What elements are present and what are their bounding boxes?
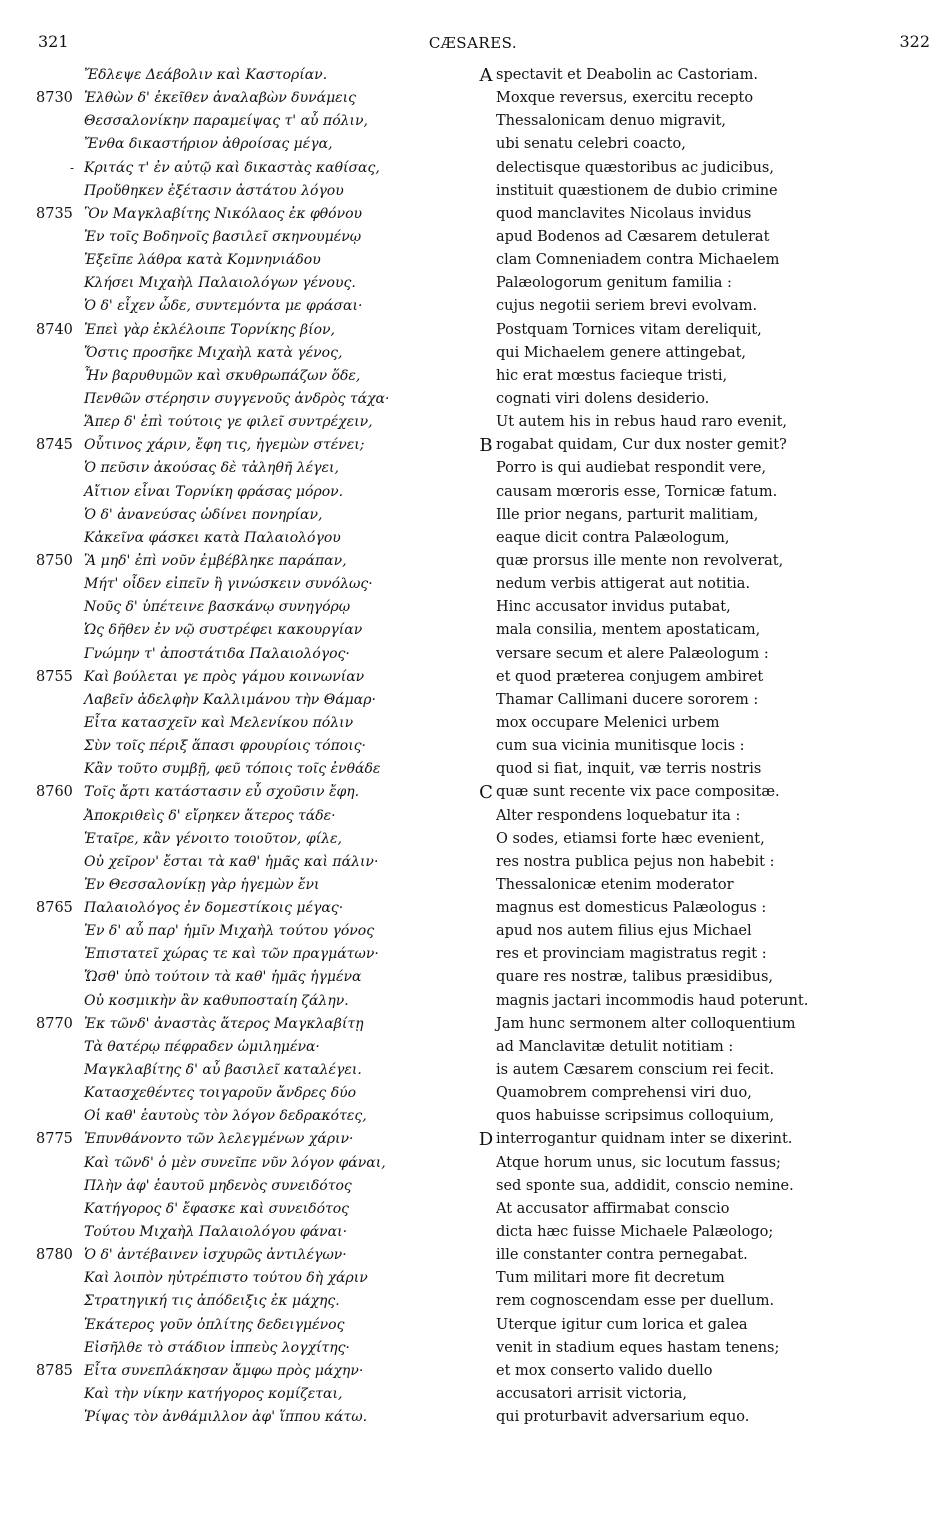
latin-verse-line	[476, 874, 936, 897]
section-marker: B	[479, 435, 493, 457]
greek-verse-text: Κλήσει Μιχαὴλ Παλαιολόγων γένους.	[84, 275, 356, 292]
greek-verse-text: Κἀκεῖνα φάσκει κατὰ Παλαιολόγου	[84, 529, 341, 546]
latin-verse-text: quæ prorsus ille mente non revolverat,	[496, 552, 784, 569]
greek-verse-line	[36, 1337, 476, 1360]
latin-verse-text: Porro is qui audiebat respondit vere,	[496, 460, 767, 477]
greek-verse-line	[36, 342, 476, 365]
latin-verse-text: rem cognoscendam esse per duellum.	[496, 1293, 775, 1310]
latin-verse-line	[476, 388, 936, 411]
greek-verse-text: Κριτάς τ' ἐν αὐτῷ καὶ δικαστὰς καθίσας,	[84, 159, 380, 176]
greek-verse-text: Ἑταῖρε, κἂν γένοιτο τοιοῦτον, φίλε,	[84, 830, 342, 847]
latin-verse-line	[476, 133, 936, 156]
greek-verse-text: Ἔνθα δικαστήριον ἀθροίσας μέγα,	[84, 136, 333, 153]
greek-column	[36, 64, 476, 1429]
latin-verse-text: qui proturbavit adversarium equo.	[496, 1409, 750, 1426]
latin-verse-text: cum sua vicinia munitisque locis :	[496, 738, 745, 755]
greek-verse-text: Λαβεῖν ἀδελφὴν Καλλιμάνου τὴν Θάμαρ·	[84, 691, 376, 708]
latin-verse-text: is autem Cæsarem conscium rei fecit.	[496, 1062, 775, 1079]
verse-number: 8785	[36, 1362, 73, 1379]
greek-verse-text: Θεσσαλονίκην παραμείψας τ' αὖ πόλιν,	[84, 113, 368, 130]
greek-verse-line	[36, 920, 476, 943]
latin-verse-line	[476, 550, 936, 573]
greek-verse-line	[36, 1314, 476, 1337]
verse-number: 8745	[36, 437, 73, 454]
latin-verse-line	[476, 1406, 936, 1429]
latin-verse-line	[476, 365, 936, 388]
latin-verse-text: ubi senatu celebri coacto,	[496, 136, 686, 153]
latin-verse-text: accusatori arrisit victoria,	[496, 1386, 688, 1403]
latin-verse-text: Tum militari more fit decretum	[496, 1270, 725, 1287]
latin-verse-text: ad Manclavitæ detulit notitiam :	[496, 1038, 734, 1055]
greek-verse-text: Σὺν τοῖς πέριξ ἅπασι φρουρίοις τόποις·	[84, 738, 367, 755]
latin-verse-line	[476, 1175, 936, 1198]
greek-verse-text: Ὁ δ' ἀντέβαινεν ἰσχυρῶς ἀντιλέγων·	[84, 1247, 347, 1264]
latin-verse-line	[476, 481, 936, 504]
latin-verse-text: interrogantur quidnam inter se dixerint.	[496, 1131, 793, 1148]
greek-verse-line	[36, 481, 476, 504]
greek-verse-line	[36, 990, 476, 1013]
greek-verse-line	[36, 295, 476, 318]
verse-number: 8780	[36, 1247, 73, 1264]
latin-verse-line	[476, 1314, 936, 1337]
section-marker: D	[478, 1129, 494, 1151]
latin-verse-line	[476, 1290, 936, 1313]
greek-verse-text: Ἃ μηδ' ἐπὶ νοῦν ἐμβέβληκε παράπαν,	[84, 552, 347, 569]
latin-verse-text: quod si fiat, inquit, væ terris nostris	[496, 761, 762, 778]
latin-verse-text: res nostra publica pejus non habebit :	[496, 853, 775, 870]
greek-verse-line	[36, 1059, 476, 1082]
latin-verse-line	[476, 434, 936, 457]
greek-verse-text: Οὗτινος χάριν, ἔφη τις, ἡγεμὼν στένει;	[84, 437, 365, 454]
latin-verse-line	[476, 666, 936, 689]
greek-verse-text: Καὶ λοιπὸν ηὐτρέπιστο τούτου δὴ χάριν	[84, 1270, 368, 1287]
latin-verse-line	[476, 781, 936, 804]
greek-verse-line	[36, 319, 476, 342]
latin-verse-line	[476, 596, 936, 619]
greek-verse-line	[36, 550, 476, 573]
latin-verse-text: dicta hæc fuisse Michaele Palæologo;	[496, 1224, 774, 1241]
greek-verse-line	[36, 643, 476, 666]
greek-verse-text: Εἰσῆλθε τὸ στάδιον ἱππεὺς λογχίτης·	[84, 1339, 350, 1356]
greek-verse-text: Ὁ δ' ἀνανεύσας ὠδίνει πονηρίαν,	[84, 506, 323, 523]
verse-number: 8735	[36, 205, 73, 222]
latin-verse-line	[476, 1221, 936, 1244]
greek-verse-text: Ἔδλεψε Δεάβολιν καὶ Καστορίαν.	[84, 67, 328, 83]
greek-verse-line	[36, 666, 476, 689]
latin-verse-line	[476, 1383, 936, 1406]
latin-verse-line	[476, 712, 936, 735]
greek-verse-text: Κατασχεθέντες τοιγαροῦν ἄνδρες δύο	[84, 1085, 357, 1102]
latin-verse-text: apud nos autem filius ejus Michael	[496, 923, 752, 940]
latin-verse-line	[476, 1152, 936, 1175]
greek-verse-line	[36, 781, 476, 804]
latin-verse-line	[476, 87, 936, 110]
latin-verse-text: Moxque reversus, exercitu recepto	[496, 90, 754, 107]
greek-verse-line	[36, 527, 476, 550]
latin-verse-text: delectisque quæstoribus ac judicibus,	[496, 159, 774, 176]
latin-verse-text: sed sponte sua, addidit, conscio nemine.	[496, 1177, 794, 1194]
latin-column	[476, 64, 936, 1429]
greek-verse-line	[36, 689, 476, 712]
greek-verse-text: Οἱ καθ' ἑαυτοὺς τὸν λόγον δεδρακότες,	[84, 1108, 367, 1125]
greek-verse-line	[36, 1290, 476, 1313]
latin-verse-line	[476, 157, 936, 180]
greek-verse-line	[36, 180, 476, 203]
greek-verse-text: Εἶτα κατασχεῖν καὶ Μελενίκου πόλιν	[84, 714, 354, 731]
latin-verse-line	[476, 249, 936, 272]
page-number-left: 321	[38, 32, 69, 51]
latin-verse-text: quare res nostræ, talibus præsidibus,	[496, 969, 773, 986]
verse-number: 8775	[36, 1131, 73, 1148]
greek-verse-line	[36, 596, 476, 619]
greek-verse-line	[36, 272, 476, 295]
latin-verse-text: magnis jactari incommodis haud poterunt.	[496, 992, 809, 1009]
greek-verse-line	[36, 712, 476, 735]
greek-verse-text: Ἐπυνθάνοντο τῶν λελεγμένων χάριν·	[84, 1131, 354, 1148]
greek-verse-text: Παλαιολόγος ἐν δομεστίκοις μέγας·	[84, 900, 344, 917]
latin-verse-line	[476, 411, 936, 434]
latin-verse-text: magnus est domesticus Palæologus :	[496, 900, 767, 917]
latin-verse-line	[476, 990, 936, 1013]
greek-verse-line	[36, 226, 476, 249]
greek-verse-line	[36, 828, 476, 851]
latin-verse-line	[476, 1198, 936, 1221]
latin-verse-line	[476, 1013, 936, 1036]
greek-verse-line	[36, 851, 476, 874]
latin-verse-line	[476, 758, 936, 781]
latin-verse-text: nedum verbis attigerat aut notitia.	[496, 576, 751, 593]
greek-verse-text: Ὡς δῆθεν ἐν νῷ συστρέφει κακουργίαν	[84, 622, 363, 639]
greek-verse-line	[36, 388, 476, 411]
latin-verse-text: At accusator affirmabat conscio	[496, 1200, 730, 1217]
latin-verse-line	[476, 851, 936, 874]
latin-verse-text: Thamar Callimani ducere sororem :	[496, 691, 759, 708]
verse-number: 8750	[36, 552, 73, 569]
greek-verse-text: Ἀποκριθεὶς δ' εἴρηκεν ἅτερος τάδε·	[84, 807, 336, 824]
latin-verse-text: mala consilia, mentem apostaticam,	[496, 622, 761, 639]
latin-verse-line	[476, 1082, 936, 1105]
latin-verse-text: quos habuisse scripsimus colloquium,	[496, 1108, 775, 1125]
latin-verse-line	[476, 643, 936, 666]
latin-verse-text: rogabat quidam, Cur dux noster gemit?	[496, 437, 787, 454]
latin-verse-text: apud Bodenos ad Cæsarem detulerat	[496, 228, 770, 245]
latin-verse-text: clam Comneniadem contra Michaelem	[496, 252, 780, 269]
latin-verse-text: Ille prior negans, parturit malitiam,	[496, 506, 759, 523]
latin-verse-line	[476, 689, 936, 712]
greek-verse-line	[36, 133, 476, 156]
greek-verse-text: Τὰ θατέρῳ πέφραδεν ὡμιλημένα·	[84, 1038, 320, 1055]
greek-verse-line	[36, 805, 476, 828]
verse-number: 8765	[36, 900, 73, 917]
greek-verse-text: Καὶ τῶνδ' ὁ μὲν συνεῖπε νῦν λόγον φάναι,	[84, 1154, 386, 1171]
latin-verse-line	[476, 1059, 936, 1082]
greek-verse-text: Κἂν τοῦτο συμβῇ, φεῦ τόποις τοῖς ἐνθάδε	[84, 761, 381, 778]
greek-verse-text: Ὁ πεῦσιν ἀκούσας δὲ τἀληθῆ λέγει,	[84, 460, 339, 477]
greek-verse-text: Οὐ χεῖρον' ἔσται τὰ καθ' ἡμᾶς καὶ πάλιν·	[84, 853, 379, 870]
greek-verse-line	[36, 365, 476, 388]
greek-verse-line	[36, 1175, 476, 1198]
latin-verse-text: Atque horum unus, sic locutum fassus;	[496, 1154, 781, 1171]
greek-verse-line	[36, 64, 476, 87]
latin-verse-line	[476, 504, 936, 527]
margin-tick: -	[70, 160, 75, 175]
latin-verse-line	[476, 203, 936, 226]
verse-number: 8760	[36, 784, 73, 801]
greek-verse-line	[36, 735, 476, 758]
greek-verse-text: Προὔθηκεν ἐξέτασιν ἀστάτου λόγου	[84, 182, 344, 199]
greek-verse-line	[36, 874, 476, 897]
latin-verse-text: Postquam Tornices vitam dereliquit,	[496, 321, 762, 338]
greek-verse-line	[36, 249, 476, 272]
greek-verse-line	[36, 1406, 476, 1429]
latin-verse-line	[476, 1267, 936, 1290]
latin-verse-text: et quod præterea conjugem ambiret	[496, 668, 764, 685]
greek-verse-text: Αἴτιον εἶναι Τορνίκη φράσας μόρον.	[84, 483, 344, 500]
latin-verse-text: eaque dicit contra Palæologum,	[496, 529, 730, 546]
greek-verse-line	[36, 758, 476, 781]
latin-verse-text: Quamobrem comprehensi viri duo,	[496, 1085, 752, 1102]
latin-verse-line	[476, 1036, 936, 1059]
latin-verse-line	[476, 1337, 936, 1360]
latin-verse-text: mox occupare Melenici urbem	[496, 714, 720, 731]
greek-verse-text: Ἐν τοῖς Βοδηνοῖς βασιλεῖ σκηνουμένῳ	[84, 228, 362, 245]
latin-verse-line	[476, 966, 936, 989]
greek-verse-line	[36, 1198, 476, 1221]
greek-verse-line	[36, 411, 476, 434]
greek-verse-text: Καὶ βούλεται γε πρὸς γάμου κοινωνίαν	[84, 668, 365, 685]
latin-verse-line	[476, 735, 936, 758]
greek-verse-text: Ἐκ τῶνδ' ἀναστὰς ἅτερος Μαγκλαβίτῃ	[84, 1015, 364, 1032]
latin-verse-text: Uterque igitur cum lorica et galea	[496, 1316, 748, 1333]
latin-verse-text: hic erat mœstus facieque tristi,	[496, 367, 728, 384]
greek-verse-text: Ἐν Θεσσαλονίκῃ γὰρ ἡγεμὼν ἔνι	[84, 876, 320, 893]
greek-verse-line	[36, 1036, 476, 1059]
latin-verse-text: causam mœroris esse, Tornicæ fatum.	[496, 483, 778, 500]
greek-verse-text: Πενθῶν στέρησιν συγγενοῦς ἀνδρὸς τάχα·	[84, 390, 390, 407]
latin-verse-text: Ut autem his in rebus haud raro evenit,	[496, 414, 788, 431]
greek-verse-text: Εἶτα συνεπλάκησαν ἄμφω πρὸς μάχην·	[84, 1362, 364, 1379]
greek-verse-text: Κατήγορος δ' ἔφασκε καὶ συνειδότος	[84, 1200, 350, 1217]
greek-verse-text: Ὥσθ' ὑπὸ τούτοιν τὰ καθ' ἡμᾶς ἡγμένα	[84, 969, 362, 986]
running-title: CÆSARES.	[428, 34, 518, 52]
latin-verse-line	[476, 943, 936, 966]
verse-number: 8730	[36, 90, 73, 107]
latin-verse-text: quod manclavites Nicolaus invidus	[496, 205, 752, 222]
greek-verse-line	[36, 1267, 476, 1290]
latin-verse-text: et mox conserto valido duello	[496, 1362, 713, 1379]
greek-verse-line	[36, 504, 476, 527]
latin-verse-text: qui Michaelem genere attingebat,	[496, 344, 747, 361]
greek-verse-text: Γνώμην τ' ἀποστάτιδα Παλαιολόγος·	[84, 645, 350, 662]
greek-verse-line	[36, 619, 476, 642]
greek-verse-text: Ἐξεῖπε λάθρα κατὰ Κομνηνιάδου	[84, 252, 321, 269]
greek-verse-line	[36, 87, 476, 110]
latin-verse-line	[476, 805, 936, 828]
latin-verse-text: spectavit et Deabolin ac Castoriam.	[496, 67, 758, 83]
latin-verse-text: cognati viri dolens desiderio.	[496, 390, 710, 407]
greek-verse-line	[36, 1152, 476, 1175]
latin-verse-text: Thessalonicam denuo migravit,	[496, 113, 726, 130]
greek-verse-text: Τούτου Μιχαὴλ Παλαιολόγου φάναι·	[84, 1224, 348, 1241]
greek-verse-line	[36, 943, 476, 966]
section-marker: A	[479, 65, 493, 86]
latin-verse-text: Jam hunc sermonem alter colloquentium	[496, 1015, 796, 1032]
greek-verse-text: Νοῦς δ' ὑπέτεινε βασκάνῳ συνηγόρῳ	[84, 599, 351, 616]
greek-verse-text: Πλὴν ἀφ' ἑαυτοῦ μηδενὸς συνειδότος	[84, 1177, 352, 1194]
greek-verse-text: Ἐπιστατεῖ χώρας τε καὶ τῶν πραγμάτων·	[84, 946, 379, 963]
latin-verse-text: venit in stadium eques hastam tenens;	[496, 1339, 780, 1356]
greek-verse-line	[36, 434, 476, 457]
greek-verse-line	[36, 1128, 476, 1151]
latin-verse-text: Palæologorum genitum familia :	[496, 275, 732, 292]
greek-verse-text: Στρατηγική τις ἀπόδειξις ἐκ μάχης.	[84, 1293, 340, 1310]
latin-verse-line	[476, 573, 936, 596]
verse-number: 8770	[36, 1015, 73, 1032]
greek-verse-text: Ῥίψας τὸν ἀνθάμιλλον ἀφ' ἵππου κάτω.	[84, 1409, 368, 1426]
latin-verse-line	[476, 110, 936, 133]
latin-verse-line	[476, 1244, 936, 1267]
greek-verse-text: Μαγκλαβίτης δ' αὖ βασιλεῖ καταλέγει.	[84, 1062, 362, 1079]
latin-verse-line	[476, 180, 936, 203]
greek-verse-text: Ἦν βαρυθυμῶν καὶ σκυθρωπάζων ὅδε,	[84, 367, 361, 384]
greek-verse-line	[36, 1221, 476, 1244]
greek-verse-line	[36, 897, 476, 920]
latin-verse-line	[476, 1128, 936, 1151]
latin-verse-line	[476, 226, 936, 249]
greek-verse-line	[36, 203, 476, 226]
verse-number: 8740	[36, 321, 73, 338]
latin-verse-text: cujus negotii seriem brevi evolvam.	[496, 298, 758, 315]
section-marker: C	[479, 782, 493, 804]
greek-verse-line	[36, 457, 476, 480]
greek-verse-text: Ἅπερ δ' ἐπὶ τούτοις γε φιλεῖ συντρέχειν,	[84, 414, 373, 431]
latin-verse-line	[476, 64, 936, 87]
greek-verse-line	[36, 966, 476, 989]
latin-verse-line	[476, 828, 936, 851]
greek-verse-text: Οὐ κοσμικὴν ἂν καθυποσταίη ζάλην.	[84, 992, 349, 1009]
latin-verse-line	[476, 1105, 936, 1128]
latin-verse-text: res et provinciam magistratus regit :	[496, 946, 767, 963]
greek-verse-line	[36, 1105, 476, 1128]
latin-verse-text: Thessalonicæ etenim moderator	[496, 876, 734, 893]
latin-verse-text: ille constanter contra pernegabat.	[496, 1247, 748, 1264]
latin-verse-line	[476, 920, 936, 943]
latin-verse-line	[476, 619, 936, 642]
greek-verse-text: Καὶ τὴν νίκην κατήγορος κομίζεται,	[84, 1386, 343, 1403]
latin-verse-text: quæ sunt recente vix pace compositæ.	[496, 784, 780, 801]
latin-verse-line	[476, 527, 936, 550]
greek-verse-text: Ἑκάτερος γοῦν ὁπλίτης δεδειγμένος	[84, 1316, 345, 1333]
latin-verse-line	[476, 1360, 936, 1383]
page-number-right: 322	[899, 32, 930, 51]
latin-verse-text: instituit quæstionem de dubio crimine	[496, 182, 778, 199]
verse-number: 8755	[36, 668, 73, 685]
greek-verse-text: Ἐλθὼν δ' ἐκεῖθεν ἀναλαβὼν δυνάμεις	[84, 90, 357, 107]
latin-verse-line	[476, 897, 936, 920]
latin-verse-line	[476, 272, 936, 295]
latin-verse-text: Hinc accusator invidus putabat,	[496, 599, 731, 616]
latin-verse-text: versare secum et alere Palæologum :	[496, 645, 769, 662]
latin-verse-line	[476, 295, 936, 318]
greek-verse-text: Ὁ δ' εἶχεν ὧδε, συντεμόντα με φράσαι·	[84, 298, 363, 315]
greek-verse-line	[36, 1360, 476, 1383]
greek-verse-text: Ἐπεὶ γὰρ ἐκλέλοιπε Τορνίκης βίον,	[84, 321, 335, 338]
greek-verse-text: Μήτ' οἶδεν εἰπεῖν ἢ γινώσκειν συνόλως·	[84, 576, 373, 593]
latin-verse-line	[476, 457, 936, 480]
greek-verse-text: Ὃν Μαγκλαβίτης Νικόλαος ἐκ φθόνου	[84, 205, 363, 222]
latin-verse-text: O sodes, etiamsi forte hæc evenient,	[496, 830, 765, 847]
greek-verse-line	[36, 157, 476, 180]
latin-verse-line	[476, 342, 936, 365]
greek-verse-text: Τοῖς ἄρτι κατάστασιν εὖ σχοῦσιν ἔφη.	[84, 784, 360, 801]
greek-verse-line	[36, 1244, 476, 1267]
greek-verse-line	[36, 1383, 476, 1406]
greek-verse-line	[36, 1013, 476, 1036]
greek-verse-text: Ἐν δ' αὖ παρ' ἡμῖν Μιχαὴλ τούτου γόνος	[84, 923, 375, 940]
greek-verse-line	[36, 573, 476, 596]
latin-verse-line	[476, 319, 936, 342]
greek-verse-text: Ὅστις προσῆκε Μιχαὴλ κατὰ γένος,	[84, 344, 343, 361]
page-header	[0, 30, 946, 60]
greek-verse-line	[36, 110, 476, 133]
latin-verse-text: Alter respondens loquebatur ita :	[496, 807, 741, 824]
greek-verse-line	[36, 1082, 476, 1105]
